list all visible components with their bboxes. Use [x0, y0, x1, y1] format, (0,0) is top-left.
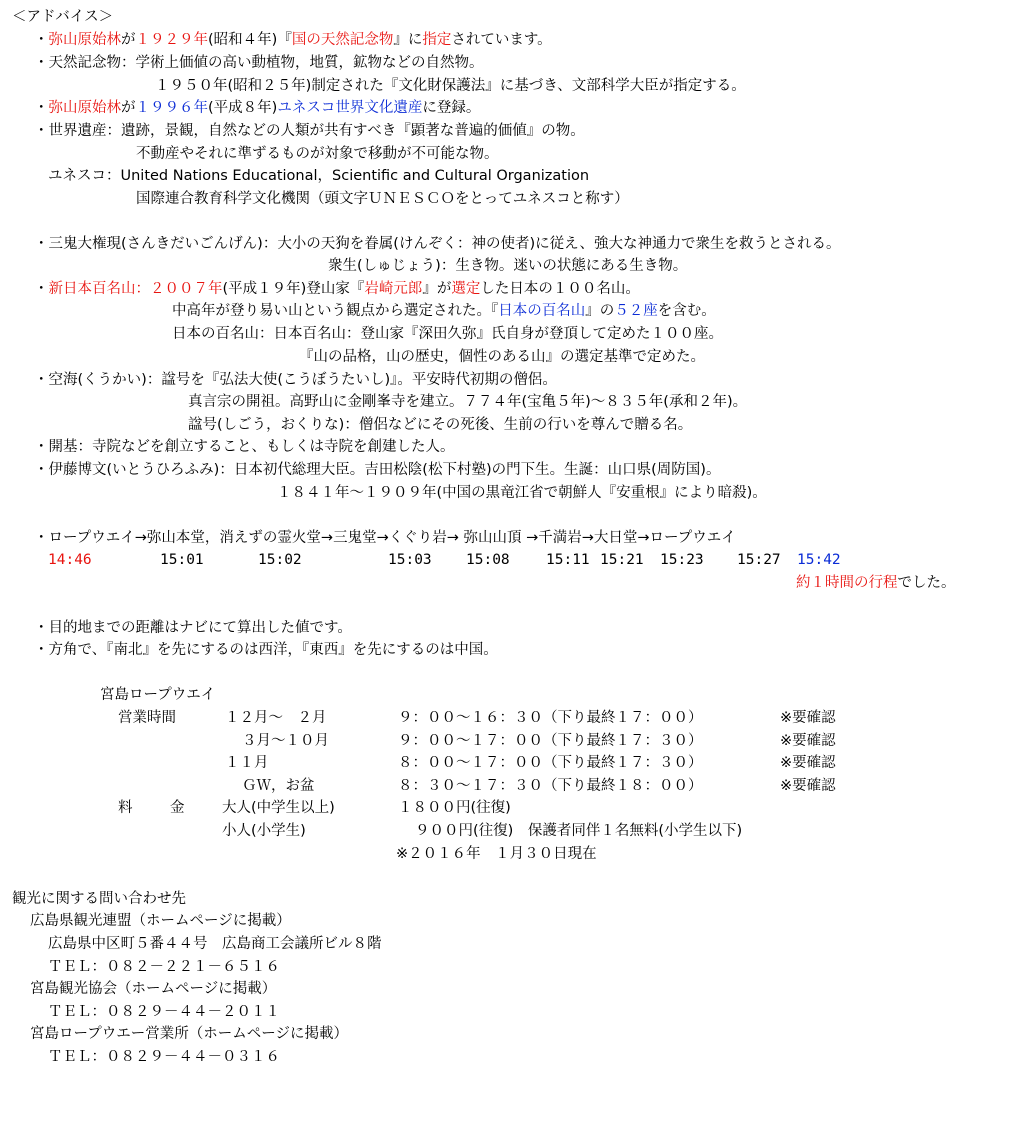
text: に登録。: [422, 100, 481, 116]
text: (平成１９年)登山家『: [222, 281, 365, 297]
line-posthumous-name: 諡号(しごう，おくりな)：僧侶などにその死後、生前の行いを尊んで贈る名。: [188, 417, 693, 433]
line-shingon-founder: 真言宗の開祖。高野山に金剛峯寺を建立。７７４年(宝亀５年)～８３５年(承和２年)。: [188, 394, 748, 410]
line-ito-lifespan: １８４１年～１９０９年(中国の黒竜江省で朝鮮人『安重根』により暗殺)。: [277, 485, 767, 501]
line-unesco-japanese: 国際連合教育科学文化機関（頭文字ＵＮＥＳＣＯをとってユネスコと称す）: [136, 191, 629, 207]
line-ito-hirobumi: ・伊藤博文(いとうひろふみ)：日本初代総理大臣。吉田松陰(松下村塾)の門下生。生誕：山口県(周防国)。: [34, 462, 721, 478]
red-text: 弥山原始林: [48, 100, 121, 116]
time: 15:08: [466, 552, 510, 568]
line-duration: [796, 573, 956, 593]
time: 15:27: [737, 552, 781, 568]
hours: ８：００～１７：００（下り最終１７：３０）: [398, 755, 703, 771]
bullet: ・: [34, 32, 49, 48]
contact-title: 観光に関する問い合わせ先: [12, 891, 186, 907]
line-world-heritage-registration: [34, 98, 480, 118]
adult-label: 大人(中学生以上): [222, 800, 335, 816]
hours: ８：３０～１７：３０（下り最終１８：００）: [398, 778, 703, 794]
red-text: 選定: [451, 281, 481, 297]
red-text: ２００７年: [150, 281, 223, 297]
red-text: 約１時間の行程: [796, 575, 898, 591]
time-start: 14:46: [48, 552, 92, 568]
line-route: ・ロープウエイ→弥山本堂，消えずの霊火堂→三鬼堂→くぐり岩→ 弥山山頂 →千満岩→大日堂→ロープウエイ: [34, 530, 736, 546]
time: 15:03: [388, 552, 432, 568]
confirm-note: ※要確認: [780, 733, 836, 749]
child-fee: ９００円(往復) 保護者同伴１名無料(小学生以下): [415, 823, 743, 839]
period: １２月～ ２月: [225, 710, 327, 726]
red-text: 岩崎元郎: [364, 281, 423, 297]
text: 』が: [422, 281, 452, 297]
contact-org: 広島県観光連盟（ホームページに掲載）: [30, 913, 291, 929]
red-text: １９２９年: [135, 32, 208, 48]
contact-tel: ＴＥＬ：０８２－２２１－６５１６: [48, 959, 280, 975]
line-cultural-properties-law: １９５０年(昭和２５年)制定された『文化財保護法』に基づき、文部科学大臣が指定する。: [155, 78, 746, 94]
line-100-mountains-fukada: 日本の百名山：日本百名山：登山家『深田久弥』氏自身が登頂して定めた１００座。: [172, 326, 723, 342]
red-text: 弥山原始林: [48, 32, 121, 48]
text: が: [121, 32, 136, 48]
time: 15:01: [160, 552, 204, 568]
text: が: [121, 100, 136, 116]
time: 15:11: [546, 552, 590, 568]
contact-org: 宮島ロープウエー営業所（ホームページに掲載）: [30, 1026, 348, 1042]
contact-tel: ＴＥＬ：０８２９－４４－０３１６: [48, 1049, 280, 1065]
line-direction-order: ・方角で、『南北』を先にするのは西洋，『東西』を先にするのは中国。: [34, 642, 498, 658]
adult-fee: １８００円(往復): [398, 800, 511, 816]
bullet: ・: [34, 281, 49, 297]
contact-address: 広島県中区町５番４４号 広島商工会議所ビル８階: [48, 936, 382, 952]
period: １１月: [225, 755, 269, 771]
line-world-heritage-immovable: 不動産やそれに準ずるものが対象で移動が不可能な物。: [136, 146, 499, 162]
child-label: 小人(小学生): [222, 823, 306, 839]
time-end: 15:42: [797, 552, 841, 568]
red-text: 国の天然記念物: [291, 32, 394, 48]
confirm-note: ※要確認: [780, 755, 836, 771]
bullet: ・: [34, 100, 49, 116]
line-kaiki: ・開基：寺院などを創立すること、もしくは寺院を創建した人。: [34, 439, 455, 455]
line-sanki-daigongen: ・三鬼大権現(さんきだいごんげん)：大小の天狗を眷属(けんぞく：神の使者)に従え、強大な神通力で衆生を救うとされる。: [34, 236, 841, 252]
text: 』の: [585, 303, 615, 319]
text: (昭和４年)『: [208, 32, 292, 48]
time: 15:23: [660, 552, 704, 568]
text: でした。: [897, 575, 956, 591]
as-of-date: ※２０１６年 １月３０日現在: [396, 846, 597, 862]
blue-text: ５２座: [614, 303, 658, 319]
contact-org: 宮島観光協会（ホームページに掲載）: [30, 981, 277, 997]
line-middle-aged-climbers: [172, 301, 716, 321]
period: ３月～１０月: [242, 733, 329, 749]
fee-label-2: 金: [170, 800, 185, 816]
red-text: 新日本百名山：: [48, 281, 150, 297]
text: した日本の１００名山。: [480, 281, 640, 297]
line-primeval-forest-natural-monument: [34, 30, 552, 50]
line-natural-monument-definition: ・天然記念物：学術上価値の高い動植物，地質，鉱物などの自然物。: [34, 55, 484, 71]
hours-label: 営業時間: [118, 710, 176, 726]
line-new-100-mountains: [34, 279, 640, 299]
line-shujou: 衆生(しゅじょう)：生き物。迷いの状態にある生き物。: [328, 258, 688, 274]
text: されています。: [451, 32, 552, 48]
text: 中高年が登り易い山という観点から選定された。『: [172, 303, 499, 319]
period: ＧＷ，お盆: [242, 778, 315, 794]
line-unesco-english: ユネスコ：United Nations Educational，Scientific and Cultural Organization: [48, 168, 590, 184]
blue-text: １９９６年: [135, 100, 208, 116]
blue-text: 日本の百名山: [498, 303, 586, 319]
text: (平成８年): [208, 100, 278, 116]
confirm-note: ※要確認: [780, 778, 836, 794]
fee-label-1: 料: [118, 800, 133, 816]
hours: ９：００～１６：３０（下り最終１７：００）: [398, 710, 703, 726]
text: を含む。: [657, 303, 716, 319]
blue-text: ユネスコ世界文化遺産: [277, 100, 423, 116]
confirm-note: ※要確認: [780, 710, 836, 726]
contact-tel: ＴＥＬ：０８２９－４４－２０１１: [48, 1004, 280, 1020]
advice-heading: ＜アドバイス＞: [12, 9, 114, 25]
red-text: 指定: [422, 32, 452, 48]
line-navi-distance: ・目的地までの距離はナビにて算出した値です。: [34, 620, 352, 636]
time: 15:02: [258, 552, 302, 568]
text: 』に: [393, 32, 423, 48]
ropeway-title: 宮島ロープウエイ: [100, 687, 216, 703]
hours: ９：００～１７：００（下り最終１７：３０）: [398, 733, 703, 749]
line-selection-criteria: 『山の品格，山の歴史，個性のある山』の選定基準で定めた。: [299, 349, 705, 365]
time: 15:21: [600, 552, 644, 568]
line-kukai: ・空海(くうかい)：諡号を『弘法大使(こうぼうたいし)』。平安時代初期の僧侶。: [34, 372, 557, 388]
line-world-heritage-definition: ・世界遺産：遺跡，景観，自然などの人類が共有すべき『顕著な普遍的価値』の物。: [34, 123, 585, 139]
